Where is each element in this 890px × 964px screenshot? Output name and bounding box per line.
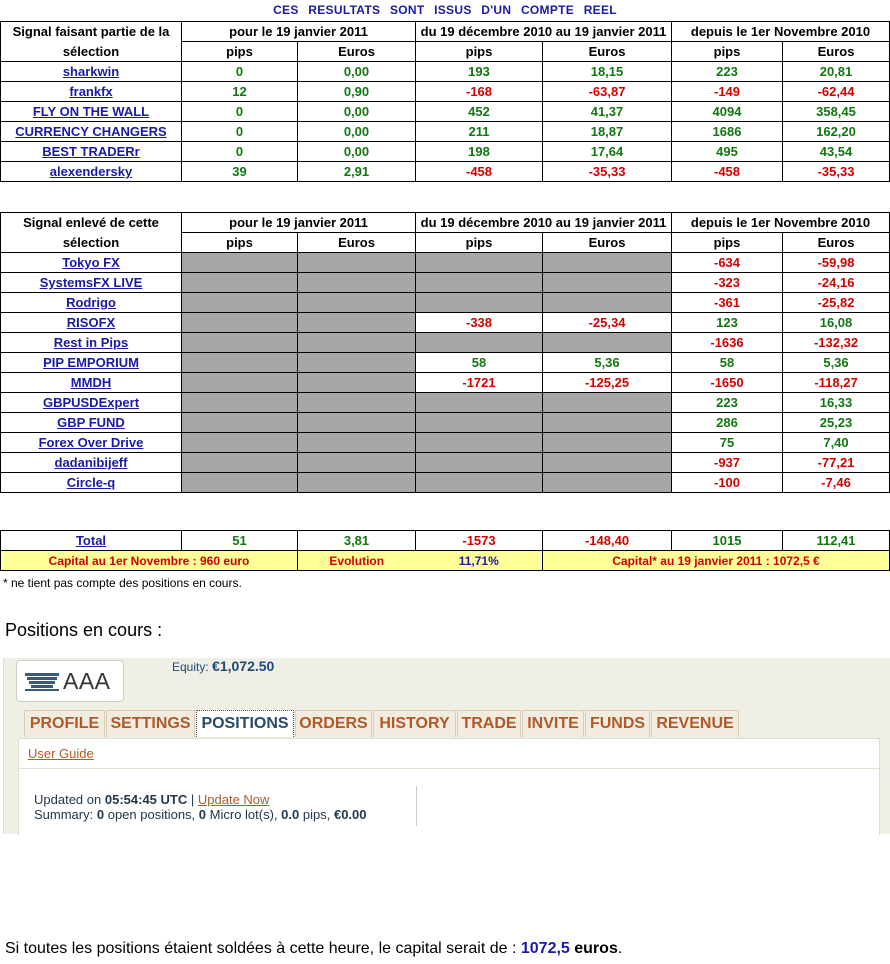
table-row — [1, 353, 890, 373]
summary-open-count: 0 — [96, 807, 105, 822]
logo-text: AAA — [63, 668, 111, 694]
tab-settings[interactable]: SETTINGS — [106, 710, 195, 737]
section1-title: Signal faisant partie de la — [1, 22, 182, 42]
positions-title: Positions en cours : — [5, 620, 163, 640]
table-row — [1, 82, 890, 102]
footnote: * ne tient pas compte des positions en cours. — [3, 576, 242, 590]
cell-day-euros-na — [298, 253, 416, 273]
total-month-euros: -148,40 — [543, 531, 672, 551]
cell-m-eur-na — [543, 413, 672, 433]
cell-m-eur: 18,87 — [543, 122, 672, 142]
col-since-header: depuis le 1er Novembre 2010 — [672, 213, 890, 233]
cell-m-eur-na — [543, 473, 672, 493]
cell-s-eur: 16,08 — [783, 313, 890, 333]
signal-link[interactable]: BEST TRADERr — [42, 144, 140, 159]
table-row — [1, 293, 890, 313]
cell-s-pips: -1636 — [672, 333, 783, 353]
cell-s-pips: -458 — [672, 162, 783, 182]
cell-m-pips: 198 — [416, 142, 543, 162]
cell-m-eur: 17,64 — [543, 142, 672, 162]
final-statement — [5, 940, 622, 958]
final-text: Si toutes les positions étaient soldées à cette heure, le capital serait de : — [5, 940, 517, 957]
tab-positions[interactable]: POSITIONS — [196, 710, 294, 737]
cell-s-pips: 75 — [672, 433, 783, 453]
col-euros: Euros — [543, 42, 672, 62]
cell-m-pips-na — [416, 333, 543, 353]
cell-s-pips: -100 — [672, 473, 783, 493]
table-row — [1, 142, 890, 162]
total-day-pips: 51 — [182, 531, 298, 551]
cell-s-pips: 223 — [672, 62, 783, 82]
signal-name-cell[interactable] — [1, 313, 182, 333]
selection-table — [0, 21, 890, 182]
cell-m-eur: 18,15 — [543, 62, 672, 82]
cell-s-eur: -132,32 — [783, 333, 890, 353]
cell-day-pips-na — [182, 413, 298, 433]
updated-separator: | — [190, 792, 195, 807]
cell-d-pips: 39 — [182, 162, 298, 182]
cell-day-euros-na — [298, 313, 416, 333]
signal-link[interactable]: Circle-q — [66, 475, 116, 490]
signal-name-cell[interactable] — [1, 122, 182, 142]
cell-s-eur: 20,81 — [783, 62, 890, 82]
equity-label: Equity: — [172, 660, 209, 674]
cell-m-pips: -1721 — [416, 373, 543, 393]
signal-link[interactable]: MMDH — [70, 375, 112, 390]
signal-name-cell[interactable] — [1, 82, 182, 102]
table-row — [1, 333, 890, 353]
tab-profile[interactable]: PROFILE — [24, 710, 105, 737]
summary-pips-value: 0.0 — [281, 807, 300, 822]
signal-name-cell[interactable] — [1, 393, 182, 413]
signal-link[interactable]: sharkwin — [62, 64, 120, 79]
col-pips: pips — [182, 42, 298, 62]
cell-m-pips-na — [416, 293, 543, 313]
cell-m-eur: -63,87 — [543, 82, 672, 102]
cell-m-eur-na — [543, 253, 672, 273]
summary-pips-text: pips, — [302, 807, 331, 822]
table-row — [1, 162, 890, 182]
tab-history[interactable]: HISTORY — [373, 710, 456, 737]
col-euros: Euros — [298, 233, 416, 253]
cell-d-eur: 2,91 — [298, 162, 416, 182]
cell-s-eur: 25,23 — [783, 413, 890, 433]
signal-link[interactable]: Forex Over Drive — [38, 435, 144, 450]
col-pips: pips — [672, 233, 783, 253]
signal-link[interactable]: FLY ON THE WALL — [32, 104, 150, 119]
cell-m-pips: -458 — [416, 162, 543, 182]
cell-day-euros-na — [298, 393, 416, 413]
section2-title-2: sélection — [1, 233, 182, 253]
cell-m-pips-na — [416, 253, 543, 273]
cell-day-euros-na — [298, 273, 416, 293]
capital-now: Capital* au 19 janvier 2011 : 1072,5 € — [543, 551, 890, 571]
table-row — [1, 373, 890, 393]
signal-link[interactable]: frankfx — [69, 84, 113, 99]
cell-day-pips-na — [182, 333, 298, 353]
header-line: CES RESULTATS SONT ISSUS D'UN COMPTE REEL — [273, 3, 617, 17]
cell-s-eur: -25,82 — [783, 293, 890, 313]
signal-name-cell[interactable] — [1, 433, 182, 453]
col-euros: Euros — [298, 42, 416, 62]
cell-s-eur: 16,33 — [783, 393, 890, 413]
table-row — [1, 253, 890, 273]
table-row — [1, 122, 890, 142]
cell-m-pips-na — [416, 413, 543, 433]
removed-table — [0, 212, 890, 493]
cell-d-eur: 0,00 — [298, 62, 416, 82]
cell-day-euros-na — [298, 293, 416, 313]
evolution-label: Evolution — [298, 551, 416, 571]
summary-lots-text: Micro lot(s), — [209, 807, 278, 822]
cell-s-eur: -77,21 — [783, 453, 890, 473]
cell-m-eur-na — [543, 433, 672, 453]
final-value: 1072,5 — [520, 940, 570, 957]
total-day-euros: 3,81 — [298, 531, 416, 551]
cell-s-eur: -62,44 — [783, 82, 890, 102]
cell-s-eur: -35,33 — [783, 162, 890, 182]
cell-s-eur: -118,27 — [783, 373, 890, 393]
signal-name-cell[interactable] — [1, 473, 182, 493]
signal-link[interactable]: RISOFX — [66, 315, 116, 330]
cell-s-eur: 7,40 — [783, 433, 890, 453]
equity — [172, 658, 274, 674]
cell-s-pips: -361 — [672, 293, 783, 313]
updated-time: 05:54:45 UTC — [104, 792, 188, 807]
cell-s-pips: 1686 — [672, 122, 783, 142]
cell-day-pips-na — [182, 293, 298, 313]
table-row — [1, 473, 890, 493]
cell-m-eur-na — [543, 333, 672, 353]
cell-d-eur: 0,00 — [298, 122, 416, 142]
col-day-header: pour le 19 janvier 2011 — [182, 22, 416, 42]
cell-m-eur-na — [543, 453, 672, 473]
col-euros: Euros — [543, 233, 672, 253]
cell-d-eur: 0,00 — [298, 142, 416, 162]
updated-prefix: Updated on — [34, 792, 102, 807]
cell-day-pips-na — [182, 253, 298, 273]
section2-title: Signal enlevé de cette — [1, 213, 182, 233]
final-unit: euros — [574, 940, 618, 957]
capital-start: Capital au 1er Novembre : 960 euro — [1, 551, 298, 571]
cell-day-euros-na — [298, 353, 416, 373]
cell-s-pips: -149 — [672, 82, 783, 102]
cell-s-pips: 58 — [672, 353, 783, 373]
panel-divider — [19, 768, 879, 769]
cell-m-pips-na — [416, 393, 543, 413]
positions-panel — [18, 738, 880, 835]
cell-day-pips-na — [182, 353, 298, 373]
cell-m-eur: 41,37 — [543, 102, 672, 122]
signal-link[interactable]: Tokyo FX — [62, 255, 120, 270]
tab-orders[interactable]: ORDERS — [295, 710, 372, 737]
cell-day-pips-na — [182, 453, 298, 473]
signal-name-cell[interactable] — [1, 102, 182, 122]
cell-day-pips-na — [182, 393, 298, 413]
total-since-pips: 1015 — [672, 531, 783, 551]
signal-link[interactable]: alexendersky — [49, 164, 133, 179]
update-now-link[interactable]: Update Now — [197, 792, 270, 807]
cell-m-pips-na — [416, 433, 543, 453]
total-table — [0, 530, 890, 571]
signal-name-cell[interactable] — [1, 62, 182, 82]
tab-revenue[interactable]: REVENUE — [651, 710, 739, 737]
signal-name-cell[interactable] — [1, 293, 182, 313]
tab-invite[interactable]: INVITE — [522, 710, 584, 737]
signal-link[interactable]: GBP FUND — [57, 415, 125, 430]
user-guide-link[interactable]: User Guide — [28, 746, 94, 761]
cell-m-eur: -25,34 — [543, 313, 672, 333]
cell-s-pips: 4094 — [672, 102, 783, 122]
summary-prefix: Summary: — [34, 807, 94, 822]
total-since-euros: 112,41 — [783, 531, 890, 551]
cell-m-eur: -35,33 — [543, 162, 672, 182]
col-pips: pips — [182, 233, 298, 253]
col-euros: Euros — [783, 233, 890, 253]
cell-m-pips-na — [416, 473, 543, 493]
table-row — [1, 313, 890, 333]
signal-link[interactable]: dadanibijeff — [54, 455, 128, 470]
col-day-header: pour le 19 janvier 2011 — [182, 213, 416, 233]
summary-money-value: €0.00 — [333, 807, 367, 822]
cell-m-pips: -168 — [416, 82, 543, 102]
cell-day-pips-na — [182, 473, 298, 493]
cell-s-pips: 495 — [672, 142, 783, 162]
total-label[interactable]: Total — [1, 531, 182, 551]
signal-name-cell[interactable] — [1, 142, 182, 162]
signal-link[interactable]: CURRENCY CHANGERS — [15, 124, 167, 139]
cell-s-eur: 5,36 — [783, 353, 890, 373]
logo-icon — [25, 673, 59, 691]
cell-day-pips-na — [182, 373, 298, 393]
cell-m-eur-na — [543, 273, 672, 293]
signal-name-cell[interactable] — [1, 413, 182, 433]
signal-link[interactable]: Rest in Pips — [53, 335, 129, 350]
signal-name-cell[interactable] — [1, 273, 182, 293]
table-row — [1, 433, 890, 453]
broker-logo[interactable] — [16, 660, 124, 702]
summary-lots-count: 0 — [198, 807, 207, 822]
cell-s-pips: -323 — [672, 273, 783, 293]
table-row — [1, 413, 890, 433]
cell-s-pips: -937 — [672, 453, 783, 473]
table-row — [1, 393, 890, 413]
table-row — [1, 62, 890, 82]
signal-name-cell[interactable] — [1, 253, 182, 273]
update-info — [34, 792, 367, 822]
cell-day-pips-na — [182, 273, 298, 293]
signal-link[interactable]: PIP EMPORIUM — [43, 355, 139, 370]
cell-s-pips: -634 — [672, 253, 783, 273]
cell-m-pips-na — [416, 273, 543, 293]
cell-day-euros-na — [298, 333, 416, 353]
signal-name-cell[interactable] — [1, 333, 182, 353]
cell-day-pips-na — [182, 313, 298, 333]
section1-title-2: sélection — [1, 42, 182, 62]
cell-s-pips: 123 — [672, 313, 783, 333]
cell-d-pips: 0 — [182, 142, 298, 162]
table-row — [1, 453, 890, 473]
cell-m-pips: 452 — [416, 102, 543, 122]
cell-m-pips: 211 — [416, 122, 543, 142]
cell-m-pips-na — [416, 453, 543, 473]
signal-name-cell[interactable] — [1, 453, 182, 473]
cell-m-eur-na — [543, 393, 672, 413]
cell-day-euros-na — [298, 473, 416, 493]
cell-d-pips: 12 — [182, 82, 298, 102]
cell-s-eur: 43,54 — [783, 142, 890, 162]
total-month-pips: -1573 — [416, 531, 543, 551]
cell-s-eur: -59,98 — [783, 253, 890, 273]
cell-day-euros-na — [298, 413, 416, 433]
cell-d-pips: 0 — [182, 122, 298, 142]
equity-value: €1,072.50 — [212, 658, 275, 674]
tab-funds[interactable]: FUNDS — [585, 710, 650, 737]
col-pips: pips — [672, 42, 783, 62]
evolution-value: 11,71% — [416, 551, 543, 571]
final-end: . — [617, 940, 623, 957]
summary-open-text: open positions, — [107, 807, 196, 822]
cell-d-pips: 0 — [182, 62, 298, 82]
table-row — [1, 273, 890, 293]
signal-name-cell[interactable] — [1, 162, 182, 182]
col-pips: pips — [416, 42, 543, 62]
cell-m-eur-na — [543, 293, 672, 313]
signal-name-cell[interactable] — [1, 353, 182, 373]
cell-d-pips: 0 — [182, 102, 298, 122]
signal-link[interactable]: SystemsFX LIVE — [39, 275, 143, 290]
cell-s-eur: 162,20 — [783, 122, 890, 142]
cell-s-eur: -24,16 — [783, 273, 890, 293]
cell-s-pips: 286 — [672, 413, 783, 433]
cell-s-eur: -7,46 — [783, 473, 890, 493]
cell-m-pips: 193 — [416, 62, 543, 82]
table-row — [1, 102, 890, 122]
cell-day-euros-na — [298, 373, 416, 393]
signal-link[interactable]: GBPUSDExpert — [42, 395, 140, 410]
cell-d-eur: 0,00 — [298, 102, 416, 122]
cell-m-pips: -338 — [416, 313, 543, 333]
broker-widget — [3, 658, 890, 834]
col-pips: pips — [416, 233, 543, 253]
col-month-header: du 19 décembre 2010 au 19 janvier 2011 — [416, 213, 672, 233]
signal-link[interactable]: Rodrigo — [66, 295, 116, 310]
col-since-header: depuis le 1er Novembre 2010 — [672, 22, 890, 42]
signal-name-cell[interactable] — [1, 373, 182, 393]
tab-trade[interactable]: TRADE — [457, 710, 521, 737]
cell-day-euros-na — [298, 433, 416, 453]
cell-m-eur: -125,25 — [543, 373, 672, 393]
cell-day-pips-na — [182, 433, 298, 453]
cell-m-eur: 5,36 — [543, 353, 672, 373]
col-month-header: du 19 décembre 2010 au 19 janvier 2011 — [416, 22, 672, 42]
cell-d-eur: 0,90 — [298, 82, 416, 102]
cell-s-pips: -1650 — [672, 373, 783, 393]
cell-s-pips: 223 — [672, 393, 783, 413]
cell-m-pips: 58 — [416, 353, 543, 373]
col-euros: Euros — [783, 42, 890, 62]
cell-day-euros-na — [298, 453, 416, 473]
cell-s-eur: 358,45 — [783, 102, 890, 122]
panel-vertical-divider — [416, 786, 417, 826]
